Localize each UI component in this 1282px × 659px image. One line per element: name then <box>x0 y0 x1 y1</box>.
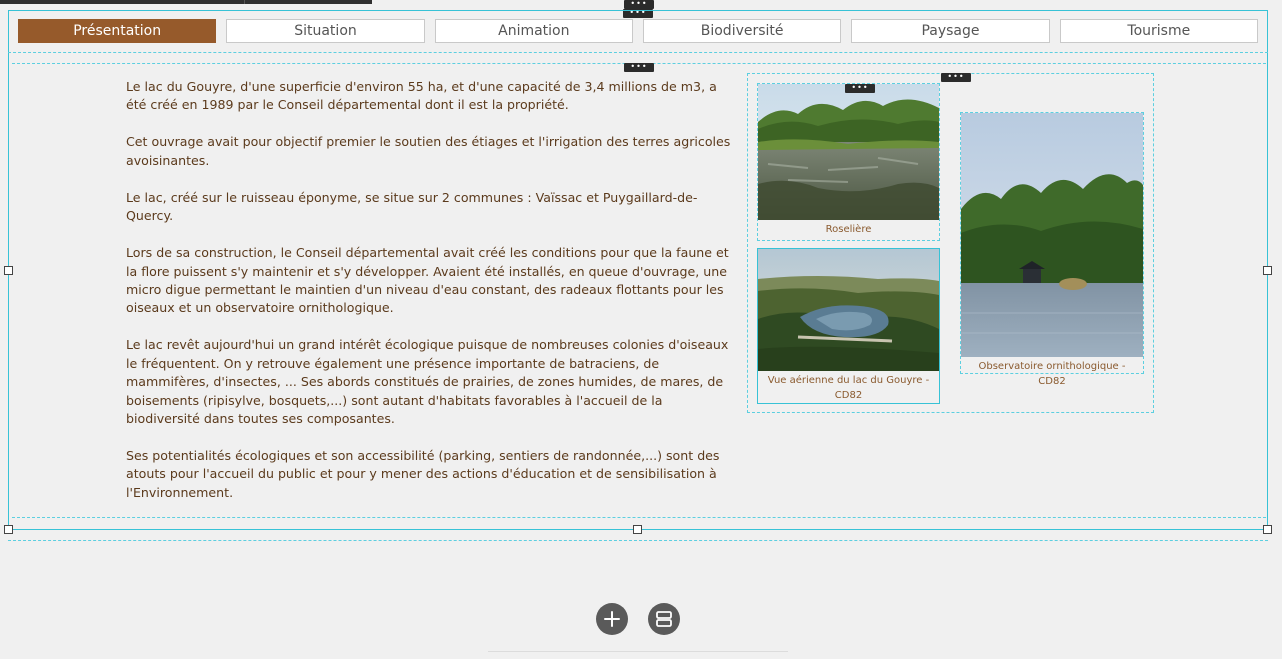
image-caption: Vue aérienne du lac du Gouyre - CD82 <box>767 375 930 401</box>
tab-tourisme[interactable]: Tourisme <box>1060 19 1258 43</box>
image-caption: Roselière <box>825 224 872 235</box>
text-block-drag-handle[interactable]: ••• <box>624 63 654 72</box>
layout-rows-icon <box>654 609 674 629</box>
paragraph: Le lac revêt aujourd'hui un grand intérêt écologique puisque de nombreuses colonies d'oiseaux le fréquentent. On y retrouve également une présence importante de batraciens, de mammifères, d'insectes, ... Ses abords constitués de prairies, de zones humides, de mares, de boisements (ripisylve, bosquets,...) sont autant d'habitats favorables à l'accueil de la biodiversité dans toutes ses composantes. <box>126 337 729 427</box>
resize-handle-right[interactable] <box>1263 266 1272 275</box>
section-guide-top <box>8 52 1268 53</box>
image-roseliere[interactable] <box>757 83 940 241</box>
section-drag-handle[interactable]: ••• <box>624 0 654 9</box>
paragraph: Le lac du Gouyre, d'une superficie d'environ 55 ha, et d'une capacité de 3,4 millions de m3, a été créé en 1989 par le Conseil départemental dont il est la propriété. <box>126 79 717 113</box>
footer-divider <box>488 651 788 652</box>
observatory-photo <box>961 113 1143 357</box>
resize-handle-bottom-center[interactable] <box>633 525 642 534</box>
gallery-drag-handle[interactable]: ••• <box>941 73 971 82</box>
image-aerial-view[interactable] <box>757 248 940 404</box>
layout-section-button[interactable] <box>648 603 680 635</box>
resize-handle-bottom-right[interactable] <box>1263 525 1272 534</box>
tab-presentation[interactable]: Présentation <box>18 19 216 43</box>
tab-paysage[interactable]: Paysage <box>851 19 1049 43</box>
aerial-lake-photo <box>758 249 939 371</box>
image-caption: Observatoire ornithologique - CD82 <box>978 361 1126 387</box>
tab-situation[interactable]: Situation <box>226 19 424 43</box>
tab-biodiversite[interactable]: Biodiversité <box>643 19 841 43</box>
paragraph: Cet ouvrage avait pour objectif premier le soutien des étiages et l'irrigation des terres agricoles avoisinantes. <box>126 134 731 168</box>
section-guide-below <box>8 540 1268 541</box>
paragraph: Le lac, créé sur le ruisseau éponyme, se situe sur 2 communes : Vaïssac et Puygaillard-de-Quercy. <box>126 189 698 224</box>
paragraph: Lors de sa construction, le Conseil départemental avait créé les conditions pour que la faune et la flore puissent s'y maintenir et s'y développer. Avaient été installés, en queue d'ouvrage, une micro digue permettant le maintien d'un niveau d'eau constant, des radeaux flottants pour les oiseaux et un observatoire ornithologique. <box>126 245 729 316</box>
image-observatory[interactable] <box>960 112 1144 387</box>
resize-handle-left[interactable] <box>4 266 13 275</box>
editor-top-bar <box>0 0 372 4</box>
paragraph: Ses potentialités écologiques et son accessibilité (parking, sentiers de randonnée,...) sont des atouts pour l'accueil du public et pour y mener des actions d'éducation et de sensibilisation à l'Environnement. <box>126 448 720 500</box>
tab-animation[interactable]: Animation <box>435 19 633 43</box>
add-section-button[interactable] <box>596 603 628 635</box>
tabs-drag-handle[interactable]: ••• <box>623 9 653 18</box>
resize-handle-bottom-left[interactable] <box>4 525 13 534</box>
plus-icon <box>602 609 622 629</box>
presentation-text <box>126 78 738 521</box>
reedbed-photo <box>758 84 939 220</box>
image-drag-handle[interactable]: ••• <box>845 84 875 93</box>
tab-bar <box>18 19 1258 43</box>
